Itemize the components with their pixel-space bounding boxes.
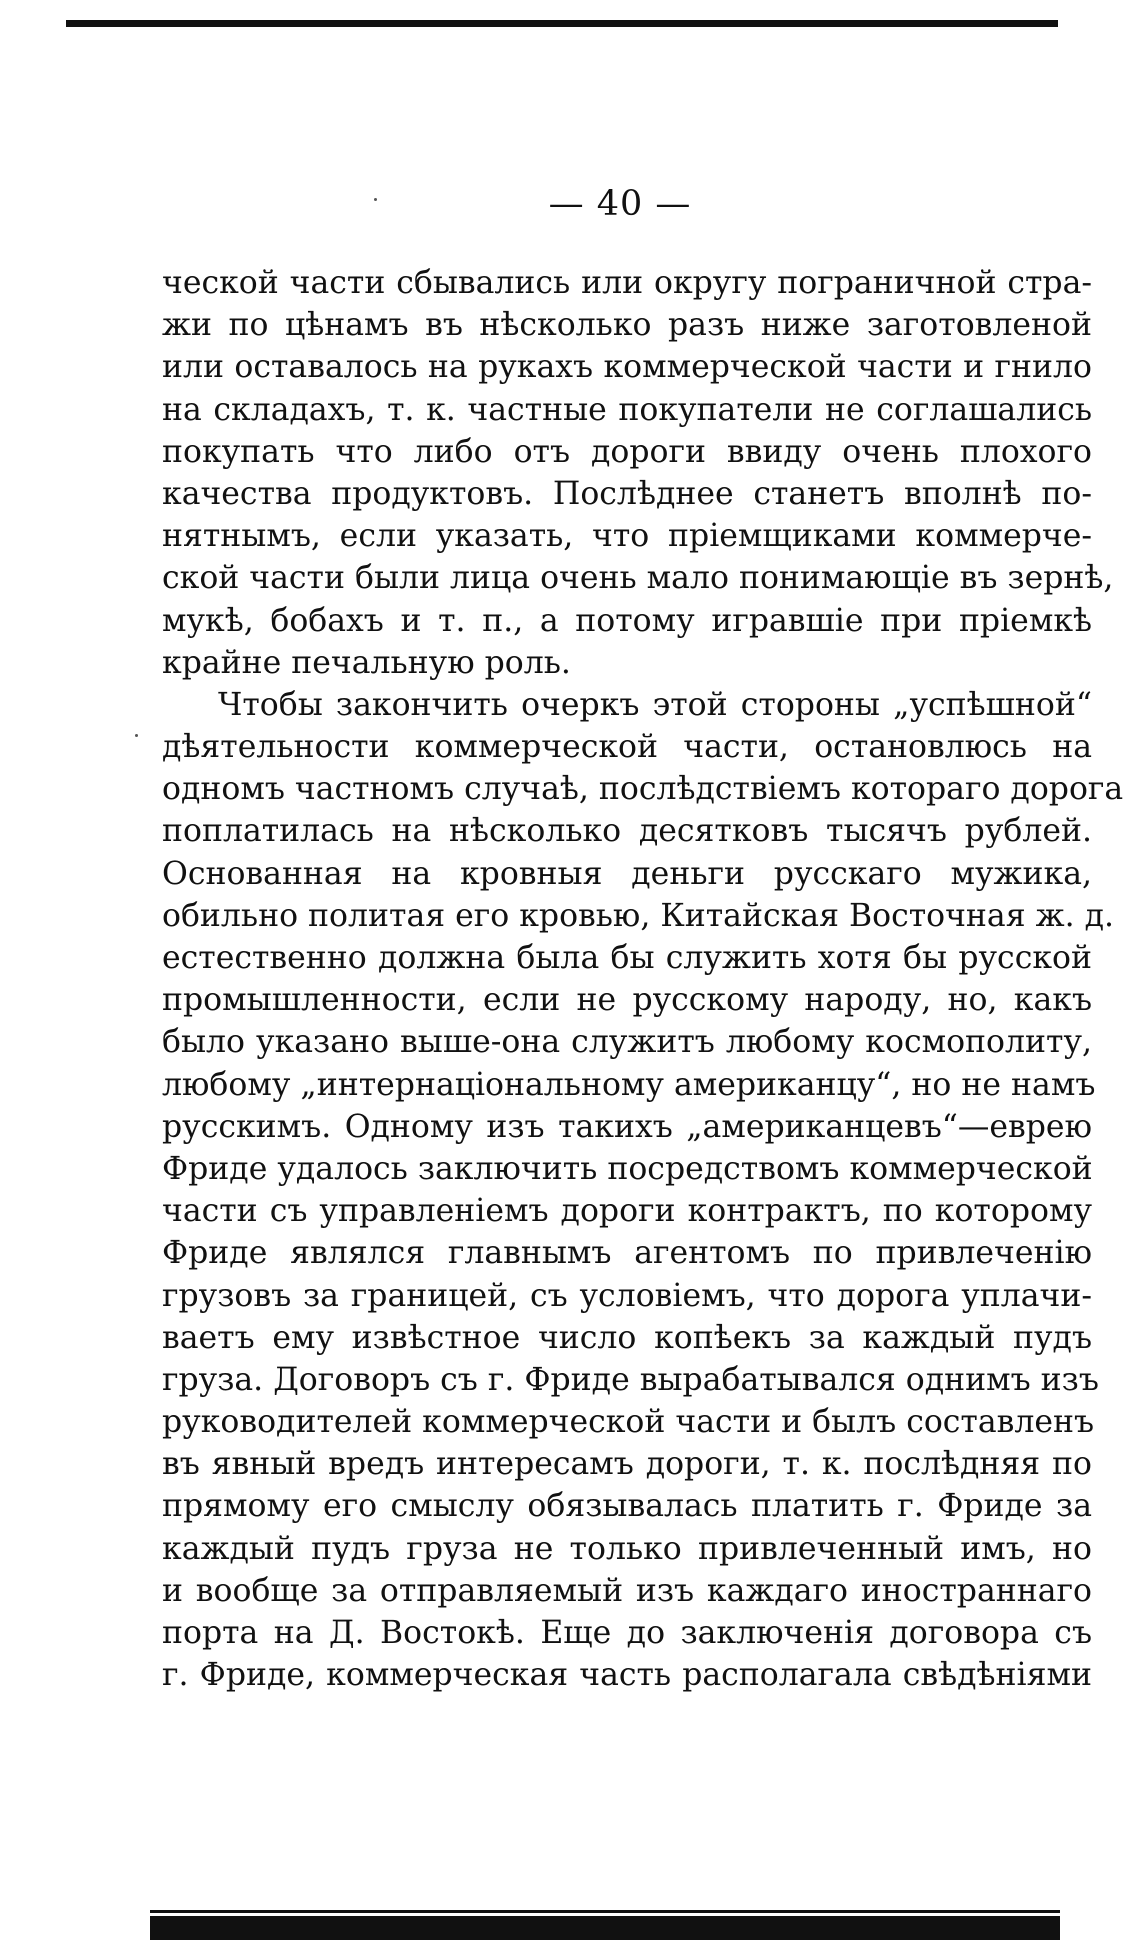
text-line: и вообще за отправляемый изъ каждаго иностраннаго: [162, 1572, 1092, 1609]
paragraph-2: [162, 684, 1124, 1697]
text-line: качества продуктовъ. Послѣднее станетъ вполнѣ по-: [162, 475, 1092, 512]
text-line: Фриде удалось заключить посредствомъ коммерческой: [162, 1150, 1093, 1187]
text-line: г. Фриде, коммерческая часть располагала свѣдѣніями: [162, 1657, 1092, 1694]
text-line: грузовъ за границей, съ условіемъ, что дорога уплачи-: [162, 1277, 1092, 1314]
text-line: мукѣ, бобахъ и т. п., а потому игравшіе при пріемкѣ: [162, 602, 1092, 639]
text-line: крайне печальную роль.: [162, 644, 571, 681]
text-line: порта на Д. Востокѣ. Еще до заключенія договора съ: [162, 1615, 1092, 1651]
text-line: груза. Договоръ съ г. Фриде вырабатывался однимъ изъ: [162, 1361, 1099, 1398]
top-rule: [66, 20, 1058, 27]
text-line: части съ управленіемъ дороги контрактъ, по которому: [162, 1193, 1092, 1230]
text-line: на складахъ, т. к. частные покупатели не соглашались: [162, 391, 1092, 428]
text-line: ческой части сбывались или округу пограничной стра-: [162, 265, 1092, 301]
text-line: промышленности, если не русскому народу, но, какъ: [162, 982, 1092, 1019]
text-line: Фриде являлся главнымъ агентомъ по привлеченію: [162, 1235, 1092, 1272]
text-line: жи по цѣнамъ въ нѣсколько разъ ниже заготовленой: [162, 307, 1092, 344]
paragraph-1: [162, 262, 1114, 684]
text-line: ской части были лица очень мало понимающіе въ зернѣ,: [162, 560, 1114, 597]
text-line: дѣятельности коммерческой части, остановлюсь на: [162, 729, 1092, 766]
bottom-rule: [150, 1916, 1060, 1940]
text-line: Основанная на кровныя деньги русскаго мужика,: [162, 855, 1092, 892]
text-line: каждый пудъ груза не только привлеченный имъ, но: [162, 1530, 1092, 1567]
bottom-rule-thin: [150, 1910, 1060, 1913]
text-line: было указано выше-она служитъ любому космополиту,: [162, 1024, 1092, 1061]
text-line: прямому его смыслу обязывалась платить г. Фриде за: [162, 1488, 1092, 1525]
text-line: одномъ частномъ случаѣ, послѣдствіемъ котораго дорога: [162, 771, 1124, 808]
text-body: [162, 262, 1124, 1696]
text-line: Чтобы закончить очеркъ этой стороны „успѣшной“: [218, 686, 1092, 723]
text-line: обильно политая его кровью, Китайская Восточная ж. д.: [162, 897, 1114, 934]
text-line: въ явный вредъ интересамъ дороги, т. к. послѣдняя по: [162, 1446, 1092, 1483]
text-line: ваетъ ему извѣстное число копѣекъ за каждый пудъ: [162, 1319, 1092, 1356]
text-line: или оставалось на рукахъ коммерческой части и гнило: [162, 349, 1092, 386]
text-line: любому „интернаціональному американцу“, но не намъ: [162, 1066, 1096, 1103]
text-line: естественно должна была бы служить хотя бы русской: [162, 940, 1092, 976]
print-speck: [374, 198, 377, 201]
text-line: нятнымъ, если указать, что пріемщиками коммерче-: [162, 518, 1092, 555]
page-number: — 40 —: [548, 184, 692, 224]
text-line: покупать что либо отъ дороги ввиду очень плохого: [162, 433, 1092, 470]
text-line: поплатилась на нѣсколько десятковъ тысячъ рублей.: [162, 813, 1092, 850]
print-speck: [135, 734, 138, 737]
text-line: руководителей коммерческой части и былъ составленъ: [162, 1404, 1095, 1441]
text-line: русскимъ. Одному изъ такихъ „американцевъ“—еврею: [162, 1108, 1092, 1145]
